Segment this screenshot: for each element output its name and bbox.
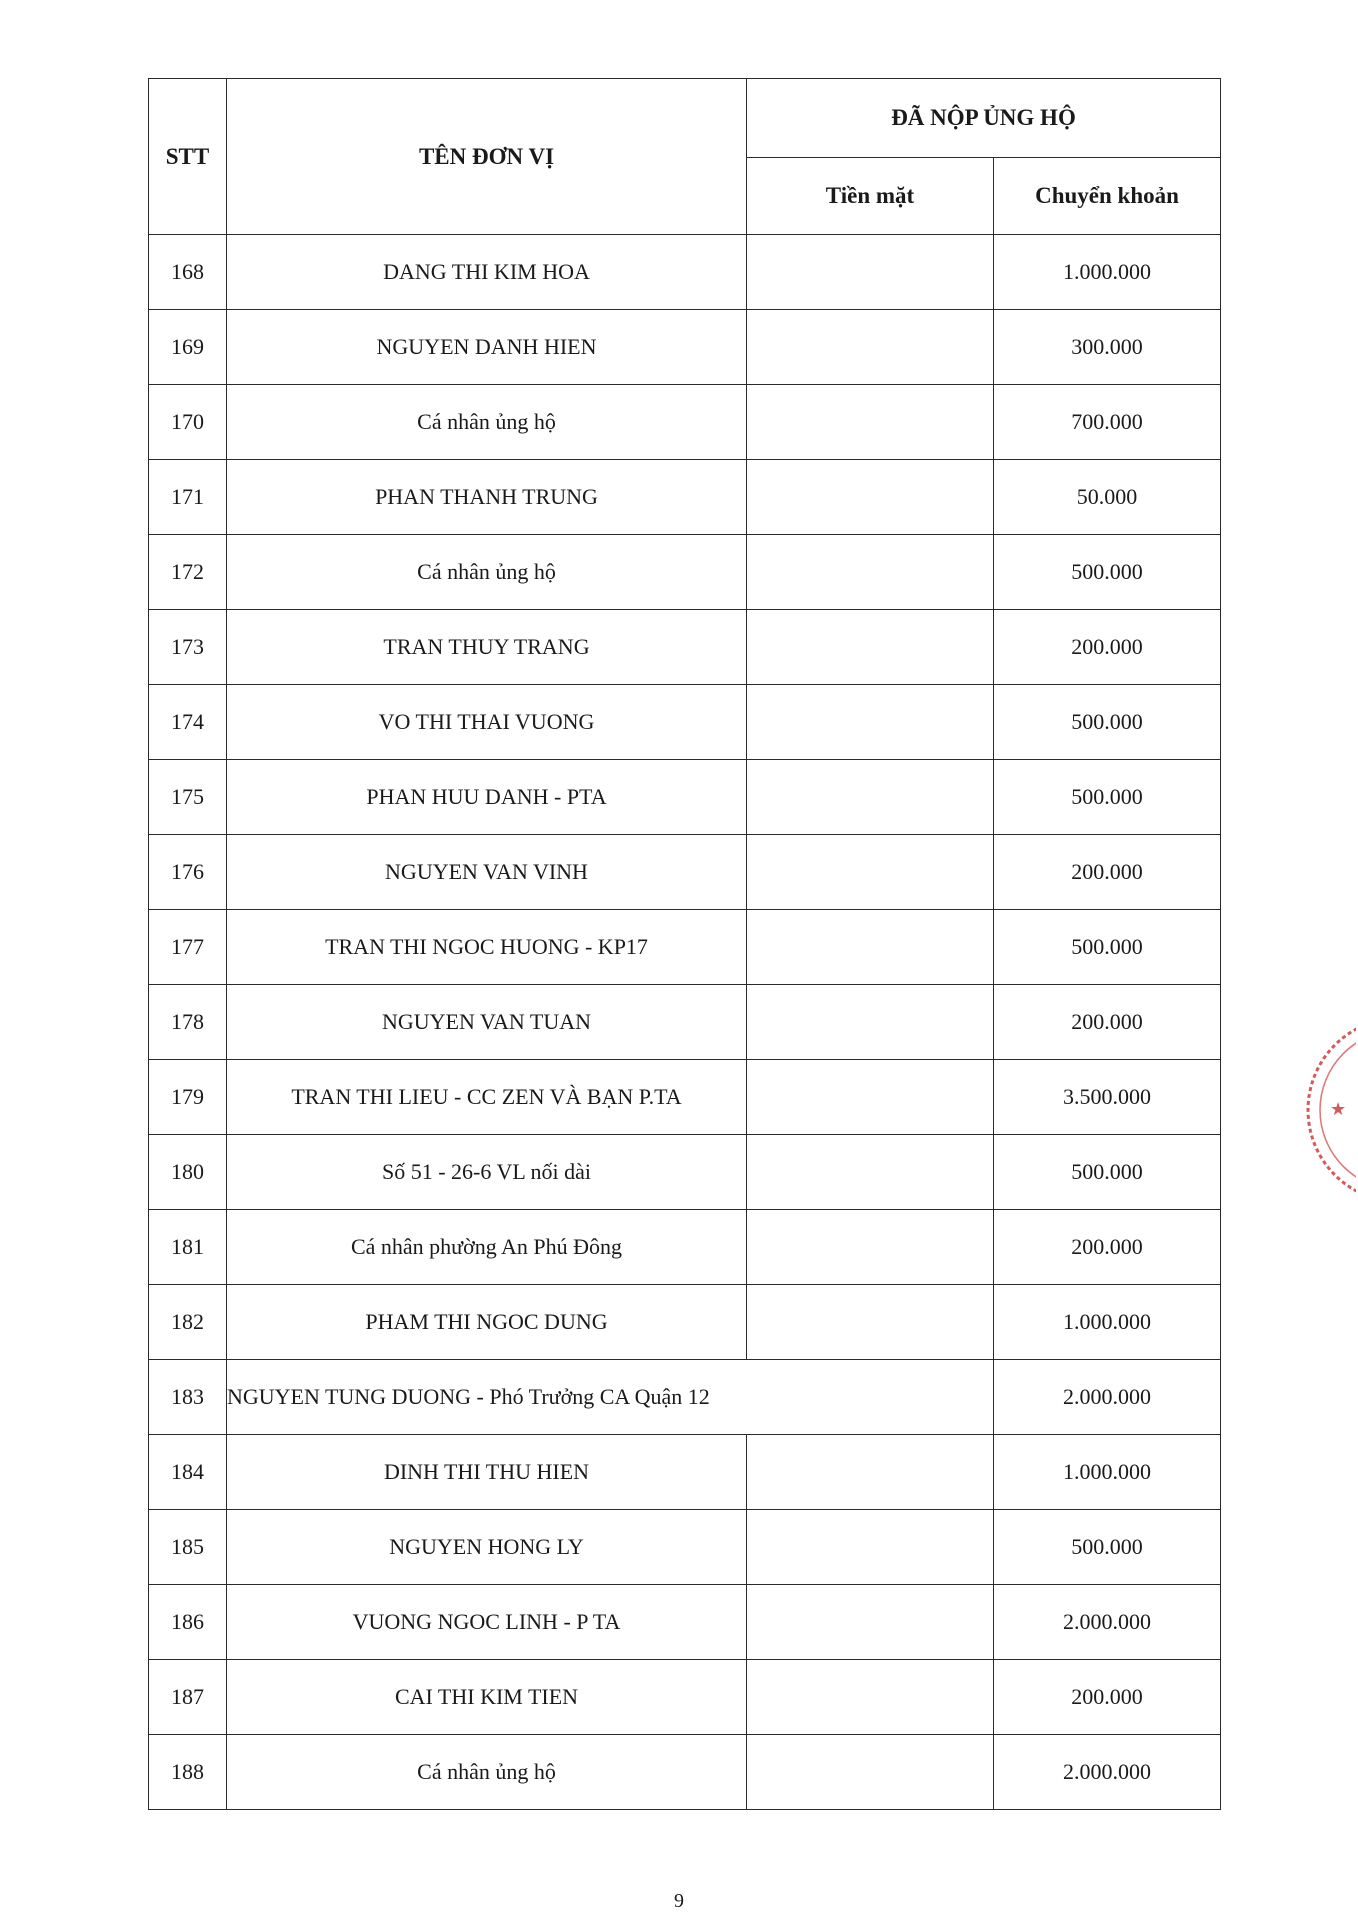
row-cash bbox=[747, 310, 994, 385]
table-row bbox=[149, 1360, 1221, 1435]
table-row bbox=[149, 535, 1221, 610]
row-cash bbox=[747, 1285, 994, 1360]
row-transfer: 300.000 bbox=[994, 310, 1221, 385]
header-stt: STT bbox=[149, 79, 227, 235]
table-row bbox=[149, 910, 1221, 985]
header-cash: Tiền mặt bbox=[747, 158, 994, 235]
row-transfer: 500.000 bbox=[994, 685, 1221, 760]
table-row bbox=[149, 1060, 1221, 1135]
table-row bbox=[149, 685, 1221, 760]
row-unit-name: PHAM THI NGOC DUNG bbox=[227, 1285, 747, 1360]
table-row bbox=[149, 1135, 1221, 1210]
row-transfer: 500.000 bbox=[994, 910, 1221, 985]
row-stt: 184 bbox=[149, 1435, 227, 1510]
table-row bbox=[149, 985, 1221, 1060]
row-unit-name: NGUYEN TUNG DUONG - Phó Trưởng CA Quận 12 bbox=[227, 1360, 747, 1435]
row-cash bbox=[747, 1435, 994, 1510]
header-transfer: Chuyển khoản bbox=[994, 158, 1221, 235]
row-stt: 181 bbox=[149, 1210, 227, 1285]
row-unit-name: Cá nhân phường An Phú Đông bbox=[227, 1210, 747, 1285]
row-cash bbox=[747, 1585, 994, 1660]
table-row bbox=[149, 1435, 1221, 1510]
table-row bbox=[149, 1735, 1221, 1810]
row-transfer: 200.000 bbox=[994, 610, 1221, 685]
row-stt: 183 bbox=[149, 1360, 227, 1435]
row-stt: 169 bbox=[149, 310, 227, 385]
row-cash bbox=[747, 1060, 994, 1135]
row-unit-name: NGUYEN VAN VINH bbox=[227, 835, 747, 910]
row-transfer: 500.000 bbox=[994, 535, 1221, 610]
row-transfer: 200.000 bbox=[994, 835, 1221, 910]
table-row bbox=[149, 610, 1221, 685]
table-row bbox=[149, 460, 1221, 535]
row-cash bbox=[747, 1735, 994, 1810]
row-unit-name: NGUYEN DANH HIEN bbox=[227, 310, 747, 385]
row-transfer: 200.000 bbox=[994, 985, 1221, 1060]
row-stt: 170 bbox=[149, 385, 227, 460]
row-cash bbox=[747, 1660, 994, 1735]
table-row bbox=[149, 1210, 1221, 1285]
row-unit-name: NGUYEN VAN TUAN bbox=[227, 985, 747, 1060]
row-unit-name: DANG THI KIM HOA bbox=[227, 235, 747, 310]
row-stt: 175 bbox=[149, 760, 227, 835]
row-stt: 172 bbox=[149, 535, 227, 610]
row-stt: 177 bbox=[149, 910, 227, 985]
row-unit-name: Số 51 - 26-6 VL nối dài bbox=[227, 1135, 747, 1210]
row-transfer: 50.000 bbox=[994, 460, 1221, 535]
red-seal-stamp bbox=[1300, 1010, 1356, 1210]
row-stt: 168 bbox=[149, 235, 227, 310]
row-cash bbox=[747, 685, 994, 760]
header-paid-group: ĐÃ NỘP ỦNG HỘ bbox=[747, 79, 1221, 158]
table-row bbox=[149, 835, 1221, 910]
row-unit-name: TRAN THI LIEU - CC ZEN VÀ BẠN P.TA bbox=[227, 1060, 747, 1135]
row-cash bbox=[747, 985, 994, 1060]
row-stt: 186 bbox=[149, 1585, 227, 1660]
row-unit-name: PHAN HUU DANH - PTA bbox=[227, 760, 747, 835]
row-stt: 185 bbox=[149, 1510, 227, 1585]
table-row bbox=[149, 235, 1221, 310]
row-cash bbox=[747, 1135, 994, 1210]
row-transfer: 500.000 bbox=[994, 1510, 1221, 1585]
row-stt: 173 bbox=[149, 610, 227, 685]
row-unit-name: PHAN THANH TRUNG bbox=[227, 460, 747, 535]
row-stt: 176 bbox=[149, 835, 227, 910]
page-number: 9 bbox=[674, 1890, 684, 1912]
row-transfer: 2.000.000 bbox=[994, 1585, 1221, 1660]
row-stt: 179 bbox=[149, 1060, 227, 1135]
row-stt: 174 bbox=[149, 685, 227, 760]
row-unit-name: VO THI THAI VUONG bbox=[227, 685, 747, 760]
table-row bbox=[149, 310, 1221, 385]
row-stt: 171 bbox=[149, 460, 227, 535]
row-cash bbox=[747, 760, 994, 835]
header-unit-name: TÊN ĐƠN VỊ bbox=[227, 79, 747, 235]
table-row bbox=[149, 1285, 1221, 1360]
row-unit-name: Cá nhân ủng hộ bbox=[227, 1735, 747, 1810]
row-cash bbox=[747, 910, 994, 985]
row-unit-name: DINH THI THU HIEN bbox=[227, 1435, 747, 1510]
row-stt: 187 bbox=[149, 1660, 227, 1735]
row-stt: 188 bbox=[149, 1735, 227, 1810]
row-transfer: 500.000 bbox=[994, 1135, 1221, 1210]
row-transfer: 2.000.000 bbox=[994, 1735, 1221, 1810]
row-cash bbox=[747, 1360, 994, 1435]
row-cash bbox=[747, 385, 994, 460]
row-stt: 180 bbox=[149, 1135, 227, 1210]
row-cash bbox=[747, 235, 994, 310]
row-cash bbox=[747, 1210, 994, 1285]
row-transfer: 1.000.000 bbox=[994, 235, 1221, 310]
row-cash bbox=[747, 835, 994, 910]
row-transfer: 3.500.000 bbox=[994, 1060, 1221, 1135]
row-stt: 178 bbox=[149, 985, 227, 1060]
row-unit-name: Cá nhân ủng hộ bbox=[227, 385, 747, 460]
row-transfer: 1.000.000 bbox=[994, 1435, 1221, 1510]
row-unit-name: CAI THI KIM TIEN bbox=[227, 1660, 747, 1735]
row-stt: 182 bbox=[149, 1285, 227, 1360]
svg-text:★: ★ bbox=[1330, 1099, 1347, 1120]
row-unit-name: TRAN THUY TRANG bbox=[227, 610, 747, 685]
row-transfer: 200.000 bbox=[994, 1210, 1221, 1285]
row-cash bbox=[747, 535, 994, 610]
row-unit-name: VUONG NGOC LINH - P TA bbox=[227, 1585, 747, 1660]
row-cash bbox=[747, 610, 994, 685]
donations-table bbox=[148, 78, 1221, 1810]
row-unit-name: Cá nhân ủng hộ bbox=[227, 535, 747, 610]
table-row bbox=[149, 1510, 1221, 1585]
row-cash bbox=[747, 460, 994, 535]
table-row bbox=[149, 1585, 1221, 1660]
table-row bbox=[149, 760, 1221, 835]
row-transfer: 1.000.000 bbox=[994, 1285, 1221, 1360]
row-transfer: 500.000 bbox=[994, 760, 1221, 835]
table-row bbox=[149, 1660, 1221, 1735]
row-transfer: 700.000 bbox=[994, 385, 1221, 460]
row-unit-name: TRAN THI NGOC HUONG - KP17 bbox=[227, 910, 747, 985]
row-unit-name: NGUYEN HONG LY bbox=[227, 1510, 747, 1585]
row-transfer: 200.000 bbox=[994, 1660, 1221, 1735]
table-row bbox=[149, 385, 1221, 460]
row-transfer: 2.000.000 bbox=[994, 1360, 1221, 1435]
row-cash bbox=[747, 1510, 994, 1585]
